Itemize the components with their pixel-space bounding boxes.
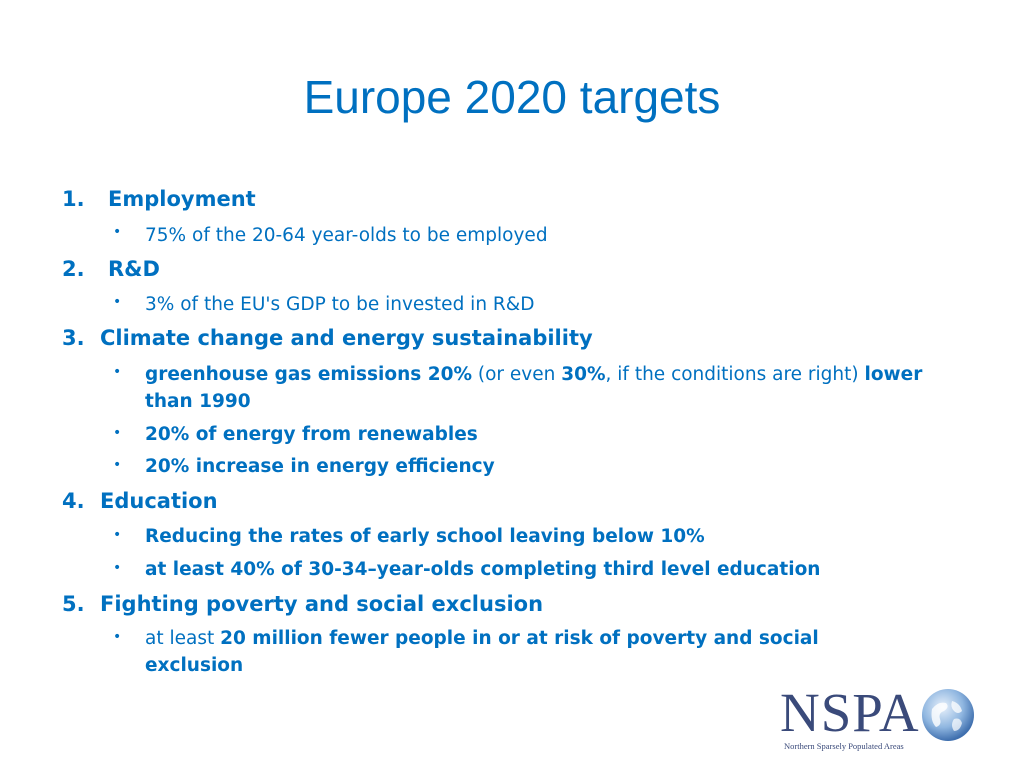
bullet-icon: • [113,527,122,543]
bullet-icon: • [113,364,122,380]
nspa-logo [780,682,980,755]
section-label: Climate change and energy sustainability [100,326,593,350]
section-label: Education [100,489,218,513]
section-label: Employment [108,187,256,211]
bullet-icon: • [113,224,122,240]
bullet-item: at least 20 million fewer people in or at risk of poverty and social exclusion [145,628,819,676]
bullet-item: at least 40% of 30-34–year-olds completing third level education [145,559,821,580]
slide-title: Europe 2020 targets [303,71,721,123]
section-heading-4 [62,489,218,513]
section-label: Fighting poverty and social exclusion [100,592,544,616]
section-number: 4. [62,489,85,513]
logo-subtitle: Northern Sparsely Populated Areas [784,741,904,751]
bullet-icon: • [113,425,122,441]
bullet-icon: • [113,294,122,310]
section-number: 2. [62,257,85,281]
section-heading-3 [62,326,593,350]
section-number: 5. [62,592,85,616]
bullet-item: Reducing the rates of early school leaving below 10% [145,526,705,547]
bullet-icon: • [113,560,122,576]
section-heading-2 [62,257,160,281]
bullet-item: 20% increase in energy efficiency [145,456,495,477]
bullet-item: 75% of the 20-64 year-olds to be employed [145,225,548,246]
bullet-item: greenhouse gas emissions 20% (or even 30%, if the conditions are right) lower than 1990 [145,364,923,412]
bullet-item: 3% of the EU's GDP to be invested in R&D [145,294,535,315]
section-heading-5 [62,592,544,616]
section-number: 3. [62,326,85,350]
bullet-icon: • [113,629,122,645]
logo-wordmark: NSPA [780,682,920,743]
section-label: R&D [108,257,160,281]
bullet-item: 20% of energy from renewables [145,424,478,445]
bullet-icon: • [113,457,122,473]
section-heading-1 [62,187,256,211]
globe-icon [920,687,976,743]
section-number: 1. [62,187,85,211]
